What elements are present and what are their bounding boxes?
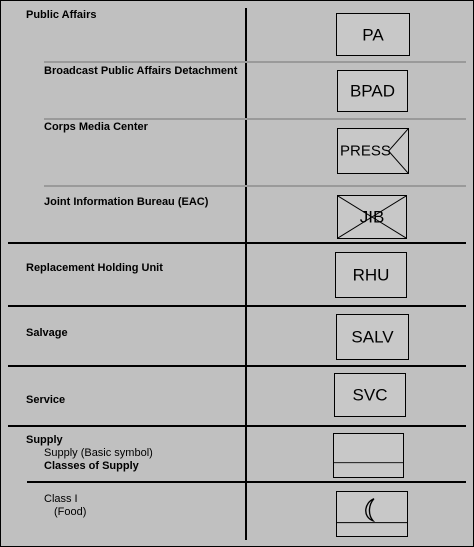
symbol-supply-basic [333,433,404,478]
symbol-pa: PA [336,13,410,56]
symbol-rhu: RHU [335,252,407,298]
column-divider [245,8,247,540]
row-label-corps-media-center: Corps Media Center [44,121,148,133]
row-label-jib: Joint Information Bureau (EAC) [44,196,209,208]
row-label-class-1: Class I [44,493,78,505]
row-label-classes-of-supply: Classes of Supply [44,460,139,472]
symbol-bpad: BPAD [337,70,408,112]
row-label-class-1-food: (Food) [54,506,87,518]
supply-bar-icon [334,434,403,477]
symbol-class-1 [336,491,408,537]
symbol-svc: SVC [334,373,406,417]
symbol-jib: JIB [337,195,407,239]
symbol-salv: SALV [336,314,409,360]
row-label-public-affairs: Public Affairs [26,9,97,21]
row-label-salvage: Salvage [26,327,68,339]
symbol-press: PRESS [337,128,409,174]
row-label-rhu: Replacement Holding Unit [26,262,163,274]
row-label-service: Service [26,394,66,406]
row-label-supply: Supply [26,434,63,446]
row-label-bpad: Broadcast Public Affairs Detachment [44,65,238,77]
row-label-supply-basic: Supply (Basic symbol) [44,447,153,459]
crescent-moon-icon [337,492,407,536]
